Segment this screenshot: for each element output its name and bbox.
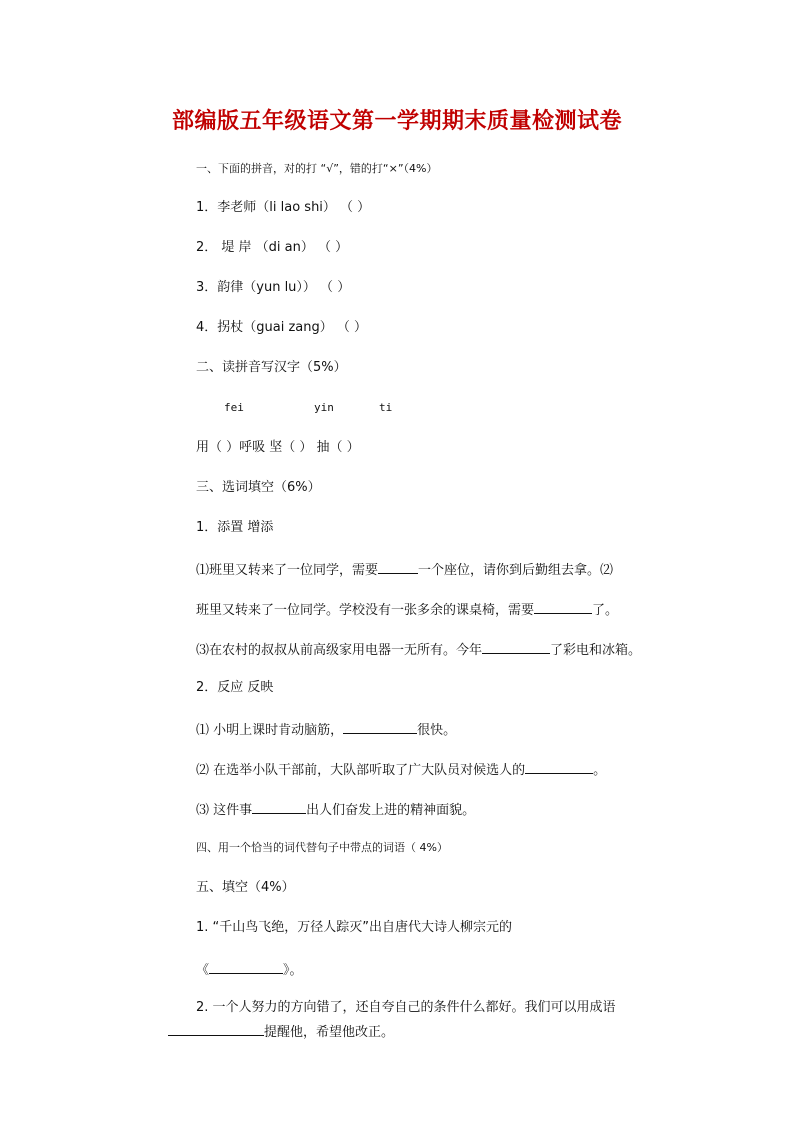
question-text: ⑶ 这件事: [196, 803, 253, 818]
book-mark-open: 《: [196, 963, 210, 978]
list-item: 3．韵律（yun lu）） （ ）: [196, 280, 351, 295]
answer-blank[interactable]: [168, 1021, 264, 1036]
question-text: 了彩电和冰箱。: [550, 643, 642, 658]
list-item: 4．拐杖（guai zang） （ ）: [196, 320, 368, 335]
question-line: [196, 559, 613, 580]
pinyin-label: fei: [224, 401, 244, 414]
question-text: 出人们奋发上进的精神面貌。: [306, 803, 476, 818]
question-text: 1. “千山鸟飞绝，万径人踪灭”出自唐代大诗人柳宗元的: [196, 920, 513, 935]
answer-blank[interactable]: [209, 959, 283, 974]
question-text: 一个座位，请你到后勤组去拿。⑵: [418, 563, 614, 578]
answer-blank[interactable]: [252, 799, 306, 814]
question-text: 。: [593, 763, 607, 778]
answer-blank[interactable]: [525, 759, 593, 774]
question-line: [168, 1021, 394, 1042]
pinyin-answer-line: 用（ ）呼吸 坚（ ） 抽（ ）: [196, 440, 360, 455]
section2-heading: 二、读拼音写汉字（5%）: [196, 360, 347, 375]
pinyin-label: ti: [379, 401, 393, 414]
list-item: 2． 堤 岸 （di an） （ ）: [196, 240, 349, 255]
question-text: ⑶在农村的叔叔从前高级家用电器一无所有。今年: [196, 643, 483, 658]
question-text: ⑴班里又转来了一位同学，需要: [196, 563, 379, 578]
question-text: 了。: [592, 603, 619, 618]
question-line: [196, 759, 606, 780]
section5-heading: 五、填空（4%）: [196, 880, 295, 895]
question-line: [196, 599, 618, 620]
section4-heading: 四、用一个恰当的词代替句子中带点的词语（ 4%）: [196, 841, 448, 854]
question-text: ⑴ 小明上课时肯动脑筋，: [196, 723, 344, 738]
page-title: 部编版五年级语文第一学期期末质量检测试卷: [171, 108, 622, 134]
answer-blank[interactable]: [343, 719, 417, 734]
question-line: [196, 799, 475, 820]
question-text: 很快。: [417, 723, 457, 738]
question-text: ⑵ 在选举小队干部前，大队部听取了广大队员对候选人的: [196, 763, 526, 778]
book-mark-close: 》。: [283, 963, 303, 978]
section1-heading: 一、下面的拼音，对的打 “√”，错的打“×”（4%）: [196, 162, 438, 175]
question-text: 提醒他，希望他改正。: [264, 1025, 395, 1040]
question-line: [196, 959, 303, 980]
answer-blank[interactable]: [482, 639, 550, 654]
word-choice: 1．添置 增添: [196, 520, 274, 535]
section3-heading: 三、选词填空（6%）: [196, 480, 321, 495]
answer-blank[interactable]: [534, 599, 592, 614]
word-choice: 2．反应 反映: [196, 680, 274, 695]
list-item: 1．李老师（li lao shi） （ ）: [196, 200, 371, 215]
answer-blank[interactable]: [378, 559, 418, 574]
pinyin-label: yin: [314, 401, 334, 414]
question-text: 班里又转来了一位同学。学校没有一张多余的课桌椅，需要: [196, 603, 535, 618]
question-text: 2. 一个人努力的方向错了，还自夸自己的条件什么都好。我们可以用成语: [196, 1000, 616, 1015]
question-line: [196, 719, 456, 740]
question-line: [196, 639, 641, 660]
